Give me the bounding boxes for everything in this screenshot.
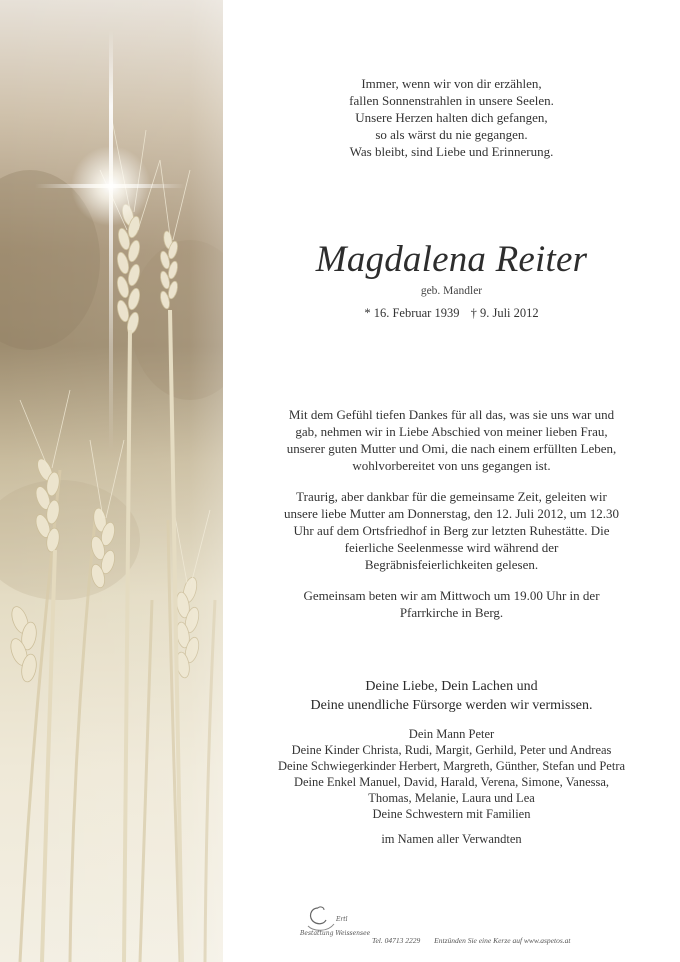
tagline-line: Deine Liebe, Dein Lachen und [365,679,538,694]
remembrance-tagline [223,677,680,715]
poem-line: Was bleibt, sind Liebe und Erinnerung. [349,144,554,159]
funeral-paragraph [223,488,680,573]
mourners-list [223,726,680,847]
text-line: unserer guten Mutter und Omi, die nach einem erfüllten Leben, [286,441,617,456]
mourner-line: Deine Schwestern mit Familien [372,807,531,821]
poem-line: so als wärst du nie gegangen. [375,127,528,142]
footer-contact [372,936,582,945]
tagline-line: Deine unendliche Fürsorge werden wir vermissen. [310,698,593,713]
footer-candle-link[interactable]: Entzünden Sie eine Kerze auf www.aspetos.at [434,936,571,945]
obituary-content [223,0,680,962]
text-line: Gemeinsam beten wir am Mittwoch um 19.00 Uhr in der [303,588,600,603]
wheat-cross-image [0,0,223,962]
text-line: wohlvorbereitet von uns gegangen ist. [352,458,551,473]
mourner-line: Deine Schwiegerkinder Herbert, Margreth, Günther, Stefan und Petra [277,759,626,773]
death-date: † 9. Juli 2012 [470,306,539,320]
mourner-line: Dein Mann Peter [408,727,495,741]
life-dates [223,306,680,321]
poem-line: fallen Sonnenstrahlen in unsere Seelen. [349,93,554,108]
text-line: Mit dem Gefühl tiefen Dankes für all das, was sie uns war und [288,407,615,422]
memorial-poem [223,75,680,160]
poem-line: Unsere Herzen halten dich gefangen, [355,110,548,125]
text-line: gab, nehmen wir in Liebe Abschied von meiner lieben Frau, [295,424,608,439]
funeral-home-logo [300,904,371,944]
text-line: Uhr auf dem Ortsfriedhof in Berg zur letzten Ruhestätte. Die [293,523,610,538]
poem-line: Immer, wenn wir von dir erzählen, [361,76,542,91]
mourner-line: Deine Enkel Manuel, David, Harald, Verena, Simone, Vanessa, [293,775,610,789]
text-line: Begräbnisfeierlichkeiten gelesen. [364,557,539,572]
footer-phone: Tel. 04713 2229 [372,936,421,945]
deceased-name: Magdalena Reiter [315,239,588,280]
gratitude-paragraph [223,406,680,474]
text-line: Pfarrkirche in Berg. [399,605,504,620]
prayer-paragraph [223,587,680,621]
logo-top-text: Ertl [336,916,348,923]
text-line: unsere liebe Mutter am Donnerstag, den 12. Juli 2012, um 12.30 [283,506,620,521]
closing-line: im Namen aller Verwandten [381,832,522,846]
logo-caption: Bestattung Weissensee [300,930,371,937]
text-line: feierliche Seelenmesse wird während der [344,540,559,555]
footer [300,904,660,944]
text-line: Traurig, aber dankbar für die gemeinsame Zeit, geleiten wir [296,489,607,504]
mourner-line: Thomas, Melanie, Laura und Lea [368,791,535,805]
announcement-text [223,406,680,635]
maiden-name: geb. Mandler [420,285,483,297]
mourner-line: Deine Kinder Christa, Rudi, Margit, Gerhild, Peter und Andreas [291,743,612,757]
birth-date: * 16. Februar 1939 [364,306,460,320]
